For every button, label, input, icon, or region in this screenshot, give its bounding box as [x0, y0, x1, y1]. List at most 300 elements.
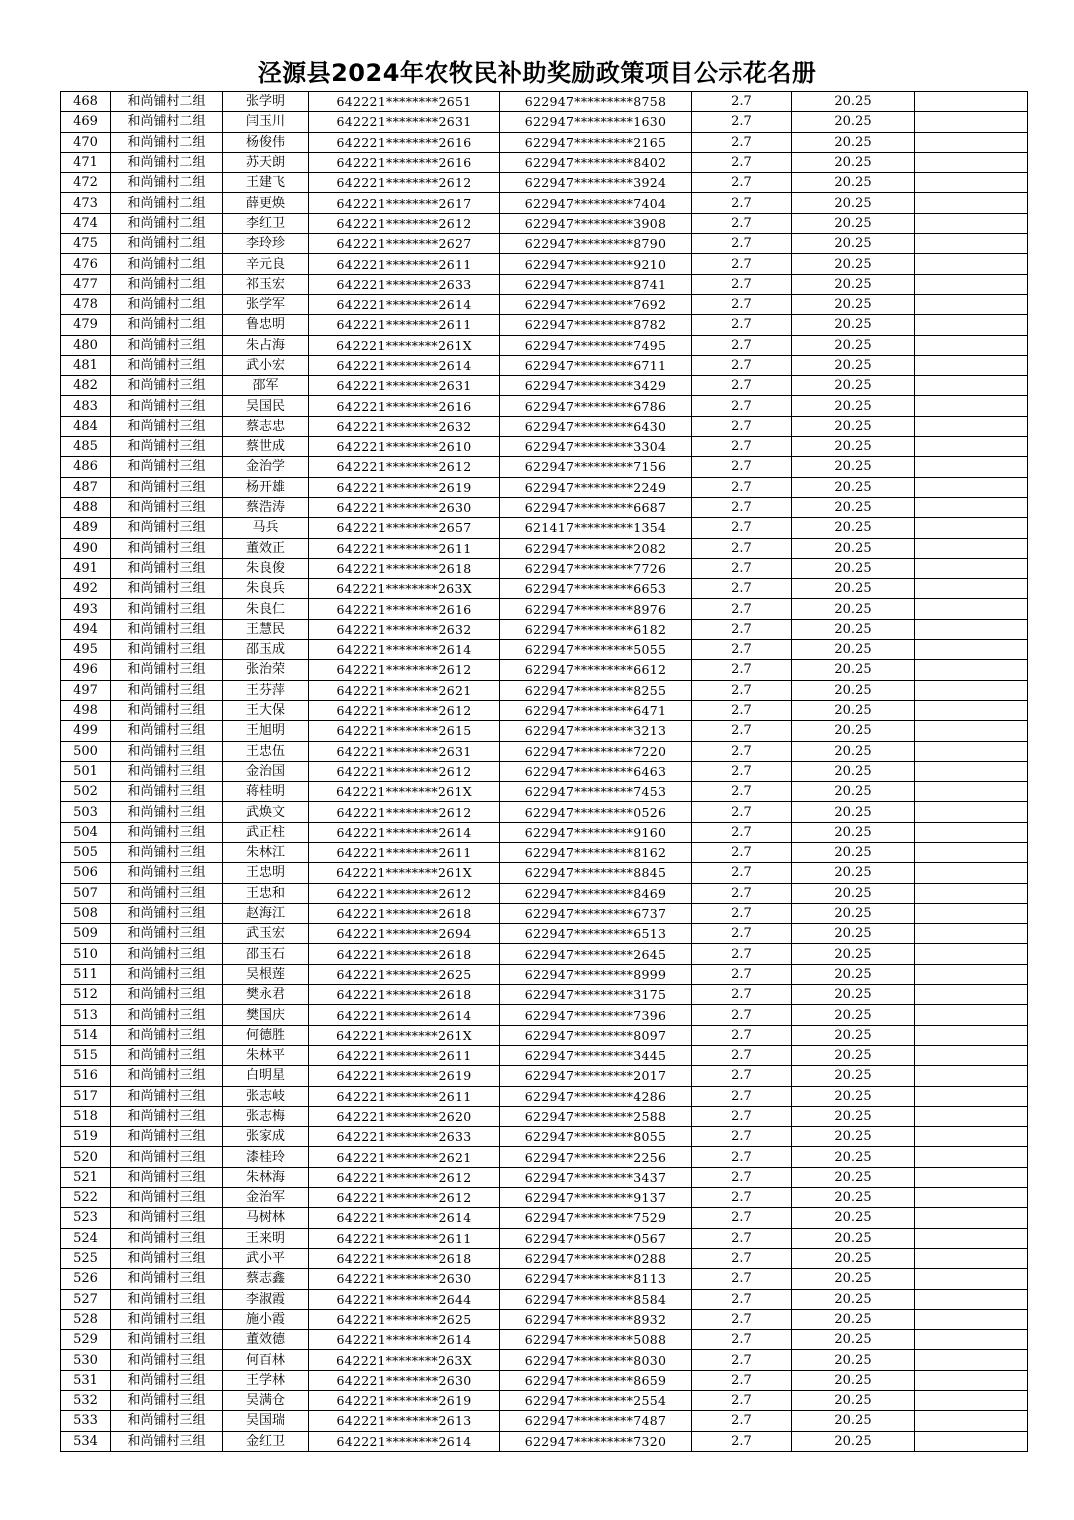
id-number-cell: 642221********2610 — [309, 437, 500, 457]
bank-account-cell: 622947*********6737 — [500, 903, 692, 923]
name-cell: 樊国庆 — [223, 1005, 309, 1025]
bank-account-cell: 622947*********6430 — [500, 416, 692, 436]
area-cell: 和尚铺村三组 — [111, 477, 223, 497]
serial-cell: 518 — [61, 1106, 111, 1126]
table-row — [61, 1147, 1028, 1167]
bank-account-cell: 622947*********5055 — [500, 640, 692, 660]
name-cell: 漆桂玲 — [223, 1147, 309, 1167]
id-number-cell: 642221********2619 — [309, 1066, 500, 1086]
serial-cell: 510 — [61, 944, 111, 964]
id-number-cell: 642221********2611 — [309, 1228, 500, 1248]
bank-account-cell: 622947*********2645 — [500, 944, 692, 964]
subsidy-amount-cell: 20.25 — [792, 234, 915, 254]
area-mu-cell: 2.7 — [692, 92, 792, 112]
subsidy-amount-cell: 20.25 — [792, 1431, 915, 1451]
name-cell: 张志岐 — [223, 1086, 309, 1106]
subsidy-amount-cell: 20.25 — [792, 437, 915, 457]
remark-cell — [915, 985, 1028, 1005]
subsidy-amount-cell: 20.25 — [792, 112, 915, 132]
name-cell: 杨开雄 — [223, 477, 309, 497]
area-mu-cell: 2.7 — [692, 883, 792, 903]
name-cell: 王学林 — [223, 1370, 309, 1390]
bank-account-cell: 622947*********3304 — [500, 437, 692, 457]
area-mu-cell: 2.7 — [692, 1025, 792, 1045]
id-number-cell: 642221********2612 — [309, 700, 500, 720]
table-row — [61, 355, 1028, 375]
area-mu-cell: 2.7 — [692, 782, 792, 802]
id-number-cell: 642221********2694 — [309, 924, 500, 944]
subsidy-amount-cell: 20.25 — [792, 1188, 915, 1208]
table-row — [61, 1086, 1028, 1106]
id-number-cell: 642221********2615 — [309, 721, 500, 741]
id-number-cell: 642221********2614 — [309, 822, 500, 842]
remark-cell — [915, 1289, 1028, 1309]
name-cell: 金红卫 — [223, 1431, 309, 1451]
table-row — [61, 1330, 1028, 1350]
serial-cell: 486 — [61, 457, 111, 477]
remark-cell — [915, 1106, 1028, 1126]
serial-cell: 529 — [61, 1330, 111, 1350]
bank-account-cell: 622947*********3908 — [500, 213, 692, 233]
area-mu-cell: 2.7 — [692, 437, 792, 457]
bank-account-cell: 622947*********8999 — [500, 964, 692, 984]
bank-account-cell: 622947*********7320 — [500, 1431, 692, 1451]
bank-account-cell: 622947*********2249 — [500, 477, 692, 497]
name-cell: 吴国民 — [223, 396, 309, 416]
name-cell: 朱占海 — [223, 335, 309, 355]
name-cell: 王忠和 — [223, 883, 309, 903]
subsidy-amount-cell: 20.25 — [792, 944, 915, 964]
serial-cell: 491 — [61, 558, 111, 578]
id-number-cell: 642221********2614 — [309, 294, 500, 314]
serial-cell: 531 — [61, 1370, 111, 1390]
area-cell: 和尚铺村三组 — [111, 802, 223, 822]
remark-cell — [915, 1127, 1028, 1147]
table-row — [61, 497, 1028, 517]
name-cell: 何德胜 — [223, 1025, 309, 1045]
bank-account-cell: 622947*********8113 — [500, 1269, 692, 1289]
area-mu-cell: 2.7 — [692, 355, 792, 375]
id-number-cell: 642221********2612 — [309, 883, 500, 903]
id-number-cell: 642221********2614 — [309, 1330, 500, 1350]
remark-cell — [915, 1167, 1028, 1187]
area-mu-cell: 2.7 — [692, 1066, 792, 1086]
name-cell: 苏天朗 — [223, 152, 309, 172]
name-cell: 张志梅 — [223, 1106, 309, 1126]
table-row — [61, 1188, 1028, 1208]
remark-cell — [915, 437, 1028, 457]
serial-cell: 533 — [61, 1411, 111, 1431]
id-number-cell: 642221********2612 — [309, 1188, 500, 1208]
area-cell: 和尚铺村三组 — [111, 1269, 223, 1289]
area-mu-cell: 2.7 — [692, 924, 792, 944]
id-number-cell: 642221********2611 — [309, 538, 500, 558]
remark-cell — [915, 558, 1028, 578]
area-mu-cell: 2.7 — [692, 193, 792, 213]
name-cell: 朱林海 — [223, 1167, 309, 1187]
serial-cell: 495 — [61, 640, 111, 660]
name-cell: 王旭明 — [223, 721, 309, 741]
area-mu-cell: 2.7 — [692, 1330, 792, 1350]
bank-account-cell: 622947*********6687 — [500, 497, 692, 517]
remark-cell — [915, 863, 1028, 883]
table-row — [61, 842, 1028, 862]
table-row — [61, 437, 1028, 457]
area-mu-cell: 2.7 — [692, 700, 792, 720]
id-number-cell: 642221********2651 — [309, 92, 500, 112]
table-row — [61, 315, 1028, 335]
remark-cell — [915, 193, 1028, 213]
name-cell: 武正柱 — [223, 822, 309, 842]
name-cell: 王慧民 — [223, 619, 309, 639]
remark-cell — [915, 1330, 1028, 1350]
id-number-cell: 642221********2618 — [309, 1248, 500, 1268]
bank-account-cell: 622947*********8255 — [500, 680, 692, 700]
area-mu-cell: 2.7 — [692, 579, 792, 599]
area-mu-cell: 2.7 — [692, 112, 792, 132]
id-number-cell: 642221********2621 — [309, 1147, 500, 1167]
subsidy-amount-cell: 20.25 — [792, 173, 915, 193]
area-mu-cell: 2.7 — [692, 213, 792, 233]
name-cell: 吴国瑞 — [223, 1411, 309, 1431]
area-cell: 和尚铺村三组 — [111, 1127, 223, 1147]
bank-account-cell: 622947*********7529 — [500, 1208, 692, 1228]
remark-cell — [915, 579, 1028, 599]
area-cell: 和尚铺村三组 — [111, 741, 223, 761]
remark-cell — [915, 335, 1028, 355]
serial-cell: 527 — [61, 1289, 111, 1309]
name-cell: 杨俊伟 — [223, 132, 309, 152]
subsidy-amount-cell: 20.25 — [792, 964, 915, 984]
table-row — [61, 1269, 1028, 1289]
bank-account-cell: 621417*********1354 — [500, 518, 692, 538]
table-row — [61, 1005, 1028, 1025]
name-cell: 吴满仓 — [223, 1391, 309, 1411]
bank-account-cell: 622947*********5088 — [500, 1330, 692, 1350]
area-cell: 和尚铺村二组 — [111, 173, 223, 193]
subsidy-amount-cell: 20.25 — [792, 1309, 915, 1329]
subsidy-amount-cell: 20.25 — [792, 477, 915, 497]
remark-cell — [915, 1086, 1028, 1106]
id-number-cell: 642221********2611 — [309, 842, 500, 862]
serial-cell: 509 — [61, 924, 111, 944]
subsidy-amount-cell: 20.25 — [792, 1411, 915, 1431]
area-cell: 和尚铺村三组 — [111, 538, 223, 558]
bank-account-cell: 622947*********7156 — [500, 457, 692, 477]
subsidy-amount-cell: 20.25 — [792, 1228, 915, 1248]
table-row — [61, 1309, 1028, 1329]
area-cell: 和尚铺村三组 — [111, 1147, 223, 1167]
subsidy-amount-cell: 20.25 — [792, 497, 915, 517]
area-mu-cell: 2.7 — [692, 1431, 792, 1451]
area-cell: 和尚铺村三组 — [111, 579, 223, 599]
remark-cell — [915, 741, 1028, 761]
name-cell: 董效正 — [223, 538, 309, 558]
subsidy-amount-cell: 20.25 — [792, 396, 915, 416]
remark-cell — [915, 1269, 1028, 1289]
remark-cell — [915, 132, 1028, 152]
id-number-cell: 642221********2616 — [309, 152, 500, 172]
area-cell: 和尚铺村三组 — [111, 640, 223, 660]
bank-account-cell: 622947*********6463 — [500, 761, 692, 781]
subsidy-amount-cell: 20.25 — [792, 903, 915, 923]
id-number-cell: 642221********263X — [309, 579, 500, 599]
area-cell: 和尚铺村三组 — [111, 396, 223, 416]
table-row — [61, 1127, 1028, 1147]
table-row — [61, 1208, 1028, 1228]
name-cell: 闫玉川 — [223, 112, 309, 132]
area-mu-cell: 2.7 — [692, 903, 792, 923]
remark-cell — [915, 213, 1028, 233]
id-number-cell: 642221********2612 — [309, 173, 500, 193]
subsidy-amount-cell: 20.25 — [792, 92, 915, 112]
remark-cell — [915, 254, 1028, 274]
bank-account-cell: 622947*********8790 — [500, 234, 692, 254]
remark-cell — [915, 457, 1028, 477]
area-mu-cell: 2.7 — [692, 944, 792, 964]
serial-cell: 534 — [61, 1431, 111, 1451]
id-number-cell: 642221********2620 — [309, 1106, 500, 1126]
area-mu-cell: 2.7 — [692, 376, 792, 396]
name-cell: 王忠明 — [223, 863, 309, 883]
name-cell: 朱良仁 — [223, 599, 309, 619]
remark-cell — [915, 1045, 1028, 1065]
bank-account-cell: 622947*********7396 — [500, 1005, 692, 1025]
remark-cell — [915, 1391, 1028, 1411]
area-cell: 和尚铺村三组 — [111, 1330, 223, 1350]
serial-cell: 521 — [61, 1167, 111, 1187]
remark-cell — [915, 1208, 1028, 1228]
serial-cell: 514 — [61, 1025, 111, 1045]
area-mu-cell: 2.7 — [692, 660, 792, 680]
name-cell: 金治学 — [223, 457, 309, 477]
bank-account-cell: 622947*********7404 — [500, 193, 692, 213]
serial-cell: 474 — [61, 213, 111, 233]
remark-cell — [915, 477, 1028, 497]
area-cell: 和尚铺村三组 — [111, 1289, 223, 1309]
area-cell: 和尚铺村三组 — [111, 1045, 223, 1065]
remark-cell — [915, 1228, 1028, 1248]
serial-cell: 501 — [61, 761, 111, 781]
id-number-cell: 642221********2619 — [309, 477, 500, 497]
serial-cell: 484 — [61, 416, 111, 436]
bank-account-cell: 622947*********6711 — [500, 355, 692, 375]
table-row — [61, 274, 1028, 294]
area-mu-cell: 2.7 — [692, 741, 792, 761]
name-cell: 张治荣 — [223, 660, 309, 680]
serial-cell: 479 — [61, 315, 111, 335]
serial-cell: 483 — [61, 396, 111, 416]
table-row — [61, 294, 1028, 314]
subsidy-amount-cell: 20.25 — [792, 294, 915, 314]
name-cell: 邵玉石 — [223, 944, 309, 964]
subsidy-amount-cell: 20.25 — [792, 700, 915, 720]
subsidy-amount-cell: 20.25 — [792, 1086, 915, 1106]
roster-body — [61, 92, 1028, 1452]
bank-account-cell: 622947*********7726 — [500, 558, 692, 578]
name-cell: 薛更焕 — [223, 193, 309, 213]
area-cell: 和尚铺村三组 — [111, 1248, 223, 1268]
bank-account-cell: 622947*********8055 — [500, 1127, 692, 1147]
id-number-cell: 642221********2625 — [309, 964, 500, 984]
table-row — [61, 1370, 1028, 1390]
serial-cell: 508 — [61, 903, 111, 923]
name-cell: 邵军 — [223, 376, 309, 396]
area-cell: 和尚铺村三组 — [111, 518, 223, 538]
remark-cell — [915, 700, 1028, 720]
table-row — [61, 558, 1028, 578]
id-number-cell: 642221********2627 — [309, 234, 500, 254]
area-cell: 和尚铺村三组 — [111, 437, 223, 457]
serial-cell: 507 — [61, 883, 111, 903]
serial-cell: 469 — [61, 112, 111, 132]
id-number-cell: 642221********2630 — [309, 1370, 500, 1390]
bank-account-cell: 622947*********7692 — [500, 294, 692, 314]
remark-cell — [915, 1188, 1028, 1208]
remark-cell — [915, 1309, 1028, 1329]
remark-cell — [915, 1248, 1028, 1268]
remark-cell — [915, 761, 1028, 781]
serial-cell: 503 — [61, 802, 111, 822]
area-mu-cell: 2.7 — [692, 1309, 792, 1329]
area-mu-cell: 2.7 — [692, 234, 792, 254]
id-number-cell: 642221********2625 — [309, 1309, 500, 1329]
area-cell: 和尚铺村二组 — [111, 254, 223, 274]
table-row — [61, 254, 1028, 274]
id-number-cell: 642221********2611 — [309, 1086, 500, 1106]
serial-cell: 485 — [61, 437, 111, 457]
remark-cell — [915, 497, 1028, 517]
id-number-cell: 642221********2614 — [309, 1208, 500, 1228]
area-mu-cell: 2.7 — [692, 964, 792, 984]
bank-account-cell: 622947*********6786 — [500, 396, 692, 416]
id-number-cell: 642221********2644 — [309, 1289, 500, 1309]
name-cell: 蒋桂明 — [223, 782, 309, 802]
subsidy-amount-cell: 20.25 — [792, 1066, 915, 1086]
remark-cell — [915, 1370, 1028, 1390]
id-number-cell: 642221********2612 — [309, 213, 500, 233]
remark-cell — [915, 964, 1028, 984]
table-row — [61, 1045, 1028, 1065]
bank-account-cell: 622947*********8469 — [500, 883, 692, 903]
subsidy-amount-cell: 20.25 — [792, 1289, 915, 1309]
subsidy-amount-cell: 20.25 — [792, 1350, 915, 1370]
area-cell: 和尚铺村二组 — [111, 274, 223, 294]
serial-cell: 520 — [61, 1147, 111, 1167]
remark-cell — [915, 944, 1028, 964]
serial-cell: 481 — [61, 355, 111, 375]
id-number-cell: 642221********2614 — [309, 1431, 500, 1451]
area-mu-cell: 2.7 — [692, 1147, 792, 1167]
id-number-cell: 642221********2616 — [309, 599, 500, 619]
serial-cell: 470 — [61, 132, 111, 152]
area-mu-cell: 2.7 — [692, 518, 792, 538]
serial-cell: 504 — [61, 822, 111, 842]
name-cell: 张家成 — [223, 1127, 309, 1147]
bank-account-cell: 622947*********3213 — [500, 721, 692, 741]
remark-cell — [915, 376, 1028, 396]
bank-account-cell: 622947*********8162 — [500, 842, 692, 862]
name-cell: 王芬萍 — [223, 680, 309, 700]
id-number-cell: 642221********2619 — [309, 1391, 500, 1411]
bank-account-cell: 622947*********8976 — [500, 599, 692, 619]
bank-account-cell: 622947*********2588 — [500, 1106, 692, 1126]
id-number-cell: 642221********2631 — [309, 741, 500, 761]
subsidy-amount-cell: 20.25 — [792, 1106, 915, 1126]
remark-cell — [915, 112, 1028, 132]
remark-cell — [915, 721, 1028, 741]
serial-cell: 489 — [61, 518, 111, 538]
name-cell: 白明星 — [223, 1066, 309, 1086]
area-mu-cell: 2.7 — [692, 680, 792, 700]
id-number-cell: 642221********2618 — [309, 944, 500, 964]
area-cell: 和尚铺村三组 — [111, 355, 223, 375]
table-row — [61, 619, 1028, 639]
serial-cell: 532 — [61, 1391, 111, 1411]
area-cell: 和尚铺村三组 — [111, 761, 223, 781]
serial-cell: 475 — [61, 234, 111, 254]
name-cell: 马兵 — [223, 518, 309, 538]
table-row — [61, 599, 1028, 619]
id-number-cell: 642221********261X — [309, 782, 500, 802]
remark-cell — [915, 782, 1028, 802]
area-cell: 和尚铺村三组 — [111, 1005, 223, 1025]
remark-cell — [915, 1411, 1028, 1431]
bank-account-cell: 622947*********8932 — [500, 1309, 692, 1329]
area-mu-cell: 2.7 — [692, 1106, 792, 1126]
area-cell: 和尚铺村三组 — [111, 457, 223, 477]
area-cell: 和尚铺村二组 — [111, 213, 223, 233]
id-number-cell: 642221********2612 — [309, 457, 500, 477]
remark-cell — [915, 599, 1028, 619]
area-cell: 和尚铺村三组 — [111, 1025, 223, 1045]
serial-cell: 500 — [61, 741, 111, 761]
name-cell: 董效德 — [223, 1330, 309, 1350]
serial-cell: 530 — [61, 1350, 111, 1370]
area-mu-cell: 2.7 — [692, 1411, 792, 1431]
area-cell: 和尚铺村三组 — [111, 558, 223, 578]
serial-cell: 499 — [61, 721, 111, 741]
area-mu-cell: 2.7 — [692, 1188, 792, 1208]
id-number-cell: 642221********2630 — [309, 1269, 500, 1289]
table-row — [61, 1248, 1028, 1268]
remark-cell — [915, 924, 1028, 944]
serial-cell: 490 — [61, 538, 111, 558]
remark-cell — [915, 1005, 1028, 1025]
id-number-cell: 642221********2632 — [309, 619, 500, 639]
area-mu-cell: 2.7 — [692, 335, 792, 355]
bank-account-cell: 622947*********8097 — [500, 1025, 692, 1045]
area-mu-cell: 2.7 — [692, 1248, 792, 1268]
bank-account-cell: 622947*********2256 — [500, 1147, 692, 1167]
table-row — [61, 1391, 1028, 1411]
bank-account-cell: 622947*********7453 — [500, 782, 692, 802]
area-mu-cell: 2.7 — [692, 152, 792, 172]
area-cell: 和尚铺村二组 — [111, 234, 223, 254]
id-number-cell: 642221********2616 — [309, 396, 500, 416]
table-row — [61, 985, 1028, 1005]
area-mu-cell: 2.7 — [692, 599, 792, 619]
bank-account-cell: 622947*********7495 — [500, 335, 692, 355]
area-cell: 和尚铺村三组 — [111, 1167, 223, 1187]
bank-account-cell: 622947*********8782 — [500, 315, 692, 335]
area-mu-cell: 2.7 — [692, 802, 792, 822]
subsidy-amount-cell: 20.25 — [792, 538, 915, 558]
area-cell: 和尚铺村二组 — [111, 152, 223, 172]
area-cell: 和尚铺村三组 — [111, 1370, 223, 1390]
area-cell: 和尚铺村三组 — [111, 964, 223, 984]
table-row — [61, 92, 1028, 112]
